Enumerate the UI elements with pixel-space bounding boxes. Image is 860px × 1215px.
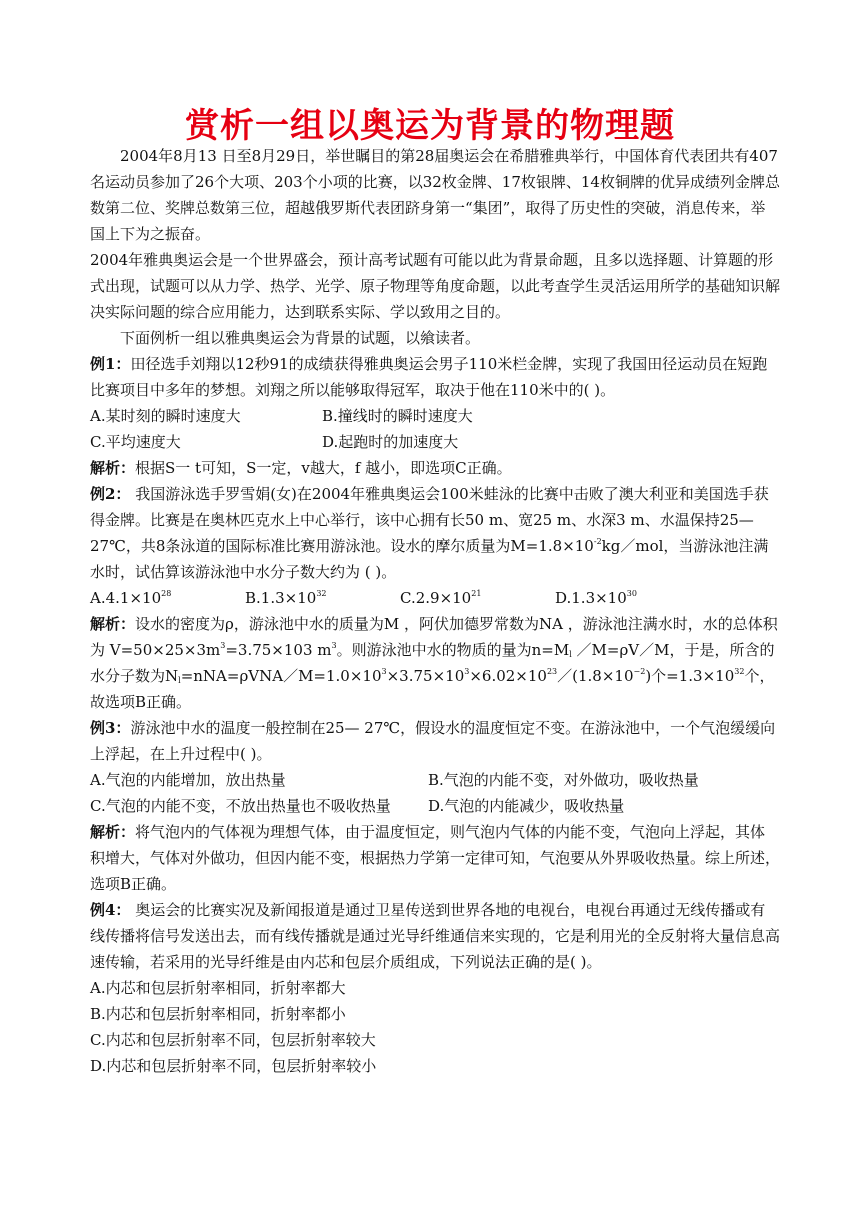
option-c: C.平均速度大 bbox=[90, 433, 181, 451]
option-c bbox=[400, 585, 555, 611]
option-b bbox=[245, 585, 400, 611]
option-b: B.气泡的内能不变，对外做功，吸收热量 bbox=[428, 771, 699, 789]
subscript: l bbox=[178, 676, 181, 685]
exponent: 28 bbox=[161, 589, 172, 598]
example-4-text: 奥运会的比赛实况及新闻报道是通过卫星传送到世界各地的电视台，电视台再通过无线传播或有线传播将信号发送出去，而有线传播就是通过光导纤维通信来实现的，它是利用光的全反射将大量信息高速传输，若采用的光导纤维是由内芯和包层介质组成，下列说法正确的是( )。 bbox=[90, 901, 781, 971]
question-text: kg／mol，当游泳池注满水时，试估算该游泳池中水分子数大约为 ( )。 bbox=[90, 537, 769, 581]
option-c: C.内芯和包层折射率不同，包层折射率较大 bbox=[90, 1031, 376, 1049]
example-2-analysis bbox=[90, 611, 780, 715]
example-1-options-row-2 bbox=[90, 429, 780, 455]
example-1-analysis bbox=[90, 455, 780, 481]
option-c: C.气泡的内能不变，不放出热量也不吸收热量 bbox=[90, 797, 391, 815]
intro-paragraph-2: 2004年雅典奥运会是一个世界盛会，预计高考试题有可能以此为背景命题，且多以选择题、计算题的形式出现，试题可以从力学、热学、光学、原子物理等角度命题，以此考查学生灵活运用所学的基础知识解决实际问题的综合应用能力，达到联系实际、学以致用之目的。 bbox=[90, 251, 781, 321]
option-a: A.某时刻的瞬时速度大 bbox=[90, 407, 241, 425]
option-text: A.4.1×10 bbox=[90, 589, 162, 607]
option-text: B.1.3×10 bbox=[245, 589, 317, 607]
analysis-text: 根据S一 t可知，S一定，v越大，f 越小，即选项C正确。 bbox=[135, 459, 512, 477]
intro-paragraph-1: 2004年8月13 日至8月29日，举世瞩目的第28届奥运会在希腊雅典举行，中国体育代表团共有407名运动员参加了26个大项、203个小项的比赛，以32枚金牌、17枚银牌、14枚铜牌的优异成绩列金牌总数第二位、奖牌总数第三位，超越俄罗斯代表团跻身第一“集团”，取得了历史性的突破，消息传来，举国上下为之振奋。 bbox=[90, 147, 780, 243]
analysis-label: 解析： bbox=[90, 459, 136, 477]
example-3-label: 例3： bbox=[90, 719, 131, 737]
intro-paragraph-3: 下面例析一组以雅典奥运会为背景的试题，以飨读者。 bbox=[120, 329, 481, 347]
analysis-text: 。则游泳池中水的物质的量为n=M bbox=[336, 641, 570, 659]
option-text: C.2.9×10 bbox=[400, 589, 472, 607]
example-3-options-row-1 bbox=[90, 767, 780, 793]
exponent: 3 bbox=[331, 641, 337, 650]
option-d: D.内芯和包层折射率不同，包层折射率较小 bbox=[90, 1057, 377, 1075]
example-2-question bbox=[90, 481, 780, 585]
analysis-text: 个，故选项B正确。 bbox=[90, 667, 775, 711]
example-3-analysis bbox=[90, 819, 780, 897]
option-d: D.起跑时的加速度大 bbox=[322, 433, 459, 451]
question-text: 我国游泳选手罗雪娟(女)在2004年雅典奥运会100米蛙泳的比赛中击败了澳大利亚和美国选手获得金牌。比赛是在奥林匹克水上中心举行，该中心拥有长50 m、宽25 m、水深3 m、水温保持25—27℃，共8条泳道的国际标准比赛用游泳池。设水的摩尔质量为M=1.8×10 bbox=[90, 485, 769, 555]
exponent: −2 bbox=[633, 667, 646, 676]
example-4-question bbox=[90, 897, 780, 975]
analysis-text: =nNA=ρVNA／M=1.0×10 bbox=[180, 667, 382, 685]
analysis-label: 解析： bbox=[90, 615, 136, 633]
analysis-text: ／(1.8×10 bbox=[557, 667, 634, 685]
exponent: 32 bbox=[734, 667, 745, 676]
option-a bbox=[90, 585, 245, 611]
analysis-text: 将气泡内的气体视为理想气体，由于温度恒定，则气泡内气体的内能不变，气泡向上浮起，其体积增大，气体对外做功，但因内能不变，根据热力学第一定律可知，气泡要从外界吸收热量。综上所述，选项B正确。 bbox=[90, 823, 781, 893]
example-1-label: 例1： bbox=[90, 355, 131, 373]
exponent: 23 bbox=[546, 667, 558, 676]
analysis-label: 解析： bbox=[90, 823, 136, 841]
analysis-text: =3.75×103 m bbox=[225, 641, 332, 659]
exponent: 30 bbox=[626, 589, 637, 598]
example-1-question bbox=[90, 351, 780, 403]
example-3-question bbox=[90, 715, 780, 767]
exponent: -2 bbox=[593, 537, 602, 546]
example-2-options bbox=[90, 585, 780, 611]
example-2-label: 例2： bbox=[90, 485, 131, 503]
example-3-text: 游泳池中水的温度一般控制在25— 27℃，假设水的温度恒定不变。在游泳池中，一个气泡缓缓向上浮起，在上升过程中( )。 bbox=[90, 719, 776, 763]
option-d: D.气泡的内能减少，吸收热量 bbox=[428, 797, 625, 815]
analysis-text: ×3.75×10 bbox=[386, 667, 465, 685]
option-b: B.撞线时的瞬时速度大 bbox=[322, 407, 473, 425]
option-a: A.内芯和包层折射率相同，折射率都大 bbox=[90, 979, 346, 997]
example-1-text: 田径选手刘翔以12秒91的成绩获得雅典奥运会男子110米栏金牌，实现了我国田径运动员在短跑比赛项目中多年的梦想。刘翔之所以能够取得冠军，取决于他在110米中的( )。 bbox=[90, 355, 768, 399]
exponent: 3 bbox=[220, 641, 226, 650]
analysis-text: 设水的密度为ρ，游泳池中水的质量为M ，阿伏加德罗常数为NA ，游泳池注满水时，水的总体积为 V=50×25×3m bbox=[90, 615, 778, 659]
example-3-options-row-2 bbox=[90, 793, 780, 819]
analysis-text: ／M=ρV／M，于是，所含的水分子数为N bbox=[90, 641, 775, 685]
exponent: 32 bbox=[316, 589, 327, 598]
exponent: 3 bbox=[464, 667, 470, 676]
document-body bbox=[90, 143, 780, 1079]
option-b: B.内芯和包层折射率相同，折射率都小 bbox=[90, 1005, 346, 1023]
page-title: 赏析一组以奥运为背景的物理题 bbox=[185, 106, 675, 146]
analysis-text: ×6.02×10 bbox=[469, 667, 547, 685]
example-4-label: 例4： bbox=[90, 901, 131, 919]
subscript: l bbox=[569, 650, 572, 659]
analysis-text: )个=1.3×10 bbox=[645, 667, 735, 685]
option-a: A.气泡的内能增加，放出热量 bbox=[90, 771, 286, 789]
example-1-options-row-1 bbox=[90, 403, 780, 429]
option-text: D.1.3×10 bbox=[555, 589, 627, 607]
option-d bbox=[555, 585, 637, 611]
exponent: 21 bbox=[471, 589, 482, 598]
exponent: 3 bbox=[381, 667, 387, 676]
